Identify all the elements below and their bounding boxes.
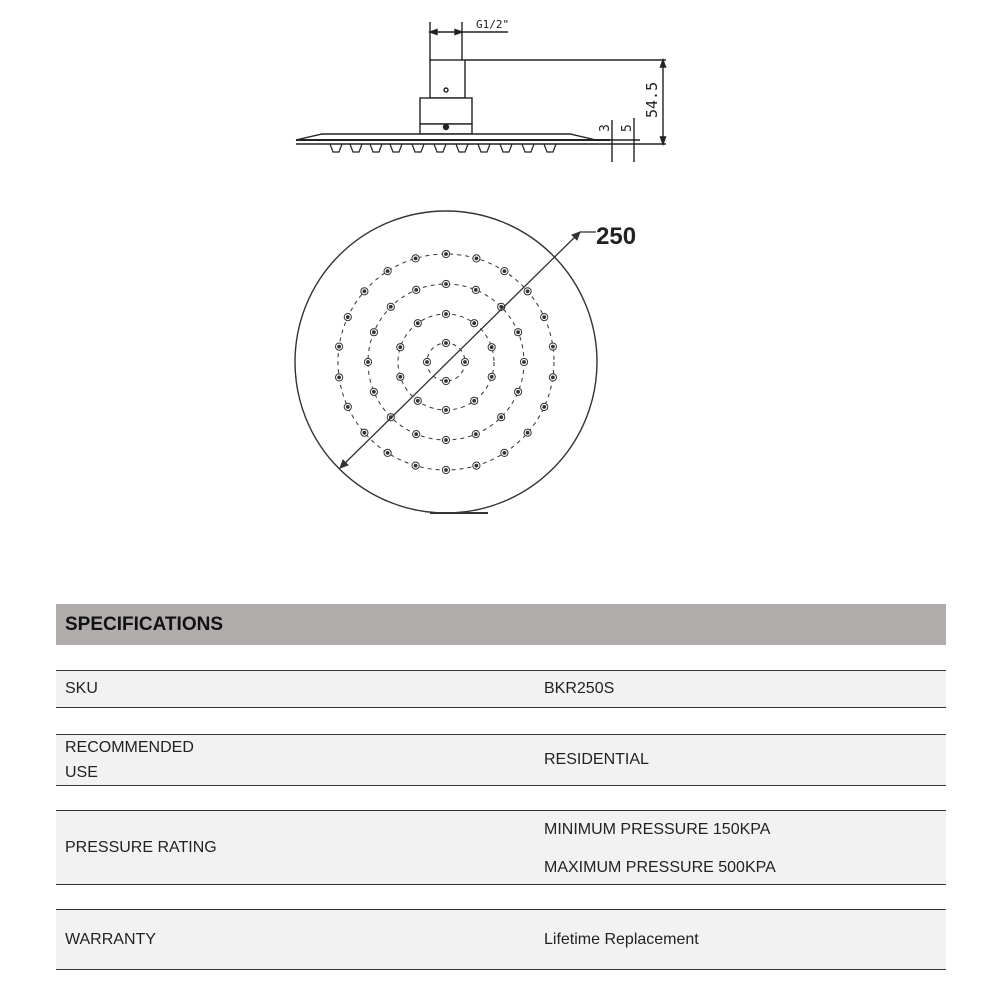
- specifications-table: [56, 604, 946, 948]
- height-dimension: 54.5: [643, 81, 661, 118]
- nozzle-center: [338, 345, 341, 348]
- nozzle-center: [517, 331, 520, 334]
- row-label-line-2: USE: [65, 764, 98, 781]
- row-value: BKR250S: [544, 680, 615, 697]
- nozzle-center: [473, 399, 476, 402]
- row-label: WARRANTY: [65, 931, 156, 948]
- nozzle-center: [416, 322, 419, 325]
- nozzle-center: [445, 283, 448, 286]
- table-row-warranty: [56, 909, 946, 970]
- nozzle-center: [445, 439, 448, 442]
- nozzle-center: [367, 361, 370, 364]
- nozzle-center: [464, 361, 467, 364]
- nozzle-center: [373, 331, 376, 334]
- nozzle-center: [475, 257, 478, 260]
- nozzle-center: [523, 361, 526, 364]
- table-row-sku: [56, 670, 946, 708]
- nozzle-center: [399, 346, 402, 349]
- nozzle-center: [445, 342, 448, 345]
- nozzle-center: [490, 346, 493, 349]
- nozzle-center: [503, 452, 506, 455]
- nozzle-center: [386, 452, 389, 455]
- nozzle-center: [445, 409, 448, 412]
- nozzle-center: [426, 361, 429, 364]
- nozzle-center: [414, 257, 417, 260]
- nozzle-center: [473, 322, 476, 325]
- row-value: RESIDENTIAL: [544, 751, 649, 768]
- nozzle-center: [474, 433, 477, 436]
- nozzle-center: [517, 390, 520, 393]
- diameter-dimension: 250: [596, 223, 637, 250]
- nozzle-center: [543, 406, 546, 409]
- nozzle-center: [475, 464, 478, 467]
- row-value-min: MINIMUM PRESSURE 150KPA: [544, 821, 771, 838]
- top-view: [295, 211, 597, 513]
- nozzle-center: [543, 316, 546, 319]
- nozzle-center: [416, 399, 419, 402]
- nozzle-center: [399, 375, 402, 378]
- nozzle-center: [414, 464, 417, 467]
- thread-label: G1/2": [476, 18, 510, 31]
- specifications-header: SPECIFICATIONS: [56, 604, 946, 645]
- nozzle-center: [445, 380, 448, 383]
- nozzle-center: [503, 270, 506, 273]
- nozzle-center: [445, 469, 448, 472]
- small-dimension-a: 3: [598, 124, 613, 132]
- nozzle-center: [338, 376, 341, 379]
- nozzle-center: [389, 305, 392, 308]
- nozzle-center: [490, 375, 493, 378]
- side-view: [296, 22, 666, 162]
- nozzle-center: [386, 270, 389, 273]
- nozzle-center: [445, 313, 448, 316]
- nozzle-center: [526, 431, 529, 434]
- small-dimension-b: 5: [620, 124, 635, 132]
- row-label: PRESSURE RATING: [65, 839, 217, 856]
- row-label-line-1: RECOMMENDED: [65, 739, 194, 756]
- nozzle-center: [373, 390, 376, 393]
- row-value-max: MAXIMUM PRESSURE 500KPA: [544, 859, 776, 876]
- nozzle-center: [526, 290, 529, 293]
- nozzle-center: [346, 406, 349, 409]
- nozzle-center: [500, 416, 503, 419]
- row-label: SKU: [65, 680, 98, 697]
- table-row-recommended-use: [56, 734, 946, 786]
- table-row-pressure-rating: [56, 810, 946, 885]
- nozzle-center: [346, 316, 349, 319]
- nozzle-center: [445, 253, 448, 256]
- nozzle-center: [363, 431, 366, 434]
- nozzle-center: [474, 289, 477, 292]
- row-value: Lifetime Replacement: [544, 931, 699, 948]
- nozzle-center: [552, 345, 555, 348]
- nozzle-center: [363, 290, 366, 293]
- nozzle-center: [415, 289, 418, 292]
- nozzle-center: [415, 433, 418, 436]
- nozzle-center: [552, 376, 555, 379]
